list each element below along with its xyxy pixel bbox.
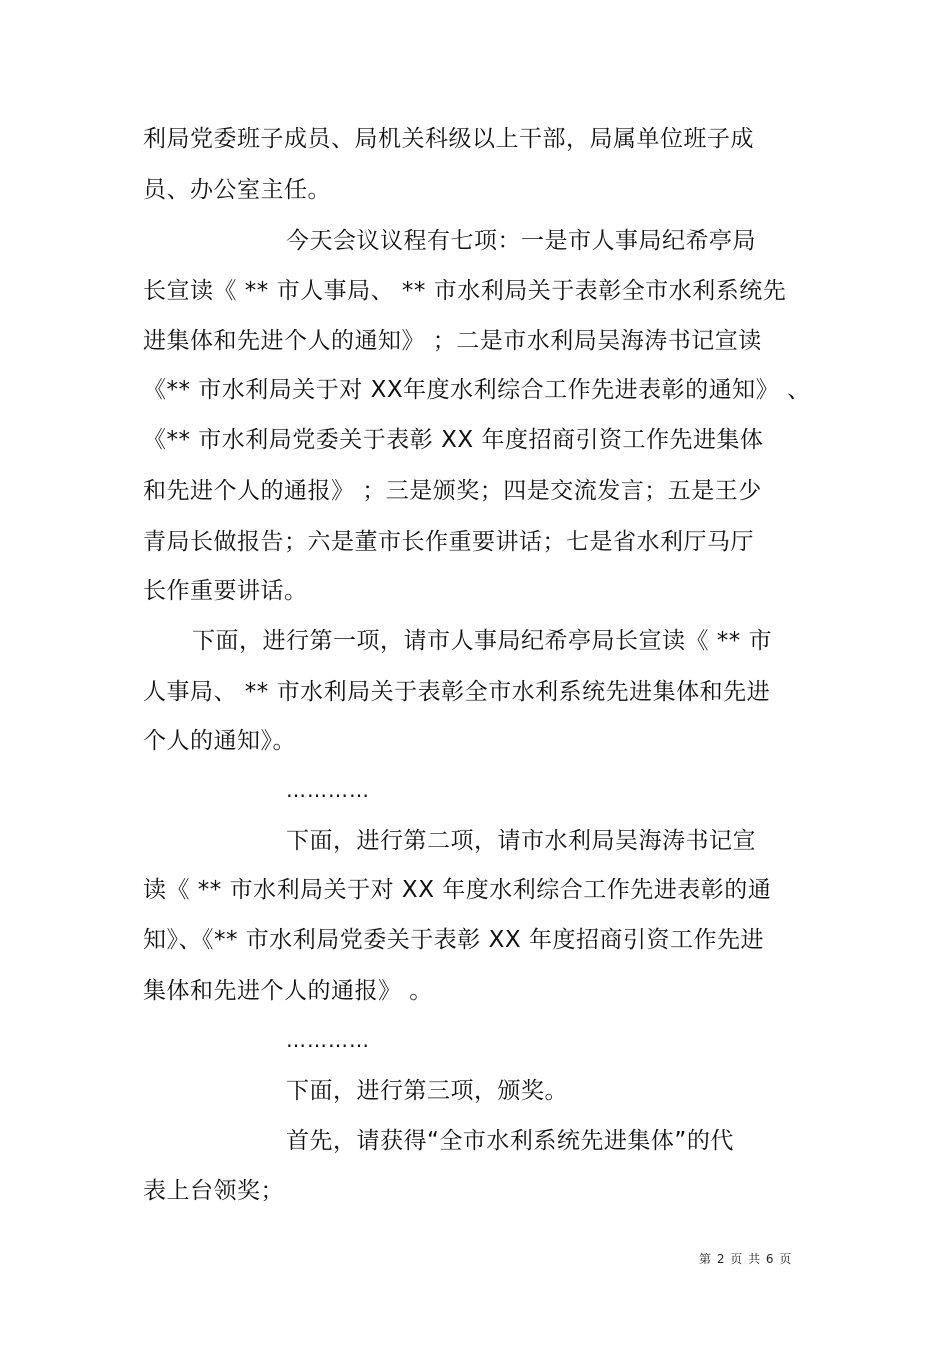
text-line: 知》、《** 市水利局党委关于表彰 XX 年度招商引资工作先进 [143,927,764,953]
ellipsis-line: ………… [286,778,370,802]
text-line: 今天会议议程有七项：一是市人事局纪希亭局 [286,228,756,254]
text-line: 《** 市水利局党委关于表彰 XX 年度招商引资工作先进集体 [143,427,764,453]
text-line: 利局党委班子成员、局机关科级以上干部，局属单位班子成 [143,126,754,152]
ellipsis-line: ………… [286,1028,370,1052]
text-line: 读《 ** 市水利局关于对 XX 年度水利综合工作先进表彰的通 [143,877,772,903]
text-line: 和先进个人的通报》 ；三是颁奖；四是交流发言；五是王少 [143,478,762,504]
text-line: 长作重要讲话。 [143,578,308,604]
text-line: 下面，进行第三项，颁奖。 [286,1078,568,1104]
text-line: 《** 市水利局关于对 XX年度水利综合工作先进表彰的通知》 、 [143,377,811,403]
text-line: 青局长做报告；六是董市长作重要讲话；七是省水利厅马厅 [143,529,754,555]
text-line: 员、办公室主任。 [143,177,331,203]
text-line: 下面，进行第一项，请市人事局纪希亭局长宣读《 ** 市 [192,628,773,654]
text-line: 进集体和先进个人的通知》 ；二是市水利局吴海涛书记宣读 [143,328,762,354]
text-line: 人事局、 ** 市水利局关于表彰全市水利系统先进集体和先进 [143,679,771,705]
text-line: 个人的通知》。 [143,728,296,754]
text-line: 下面，进行第二项，请市水利局吴海涛书记宣 [286,828,756,854]
text-line: 表上台领奖； [143,1178,284,1204]
text-line: 首先，请获得“全市水利系统先进集体”的代 [286,1128,734,1154]
page-number-footer: 第 2 页 共 6 页 [699,1252,793,1266]
text-line: 长宣读《 ** 市人事局、 ** 市水利局关于表彰全市水利系统先 [143,278,787,304]
text-line: 集体和先进个人的通报》 。 [143,978,433,1004]
